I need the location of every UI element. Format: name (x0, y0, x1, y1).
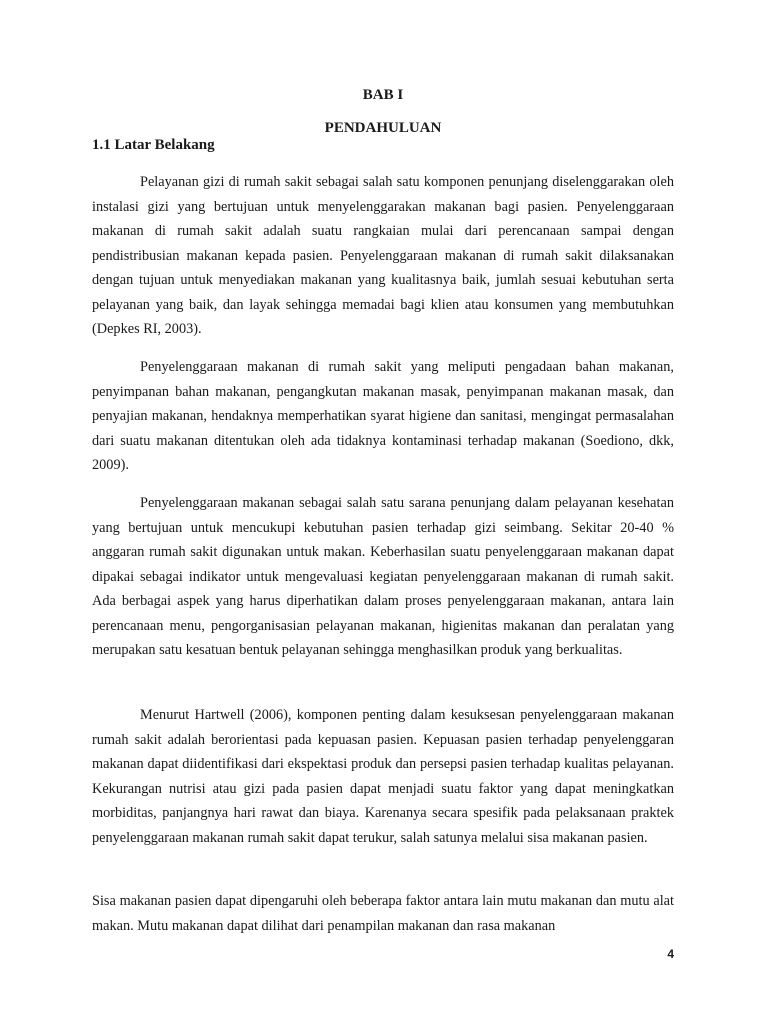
page-number: 4 (667, 947, 674, 961)
paragraph: Penyelenggaraan makanan di rumah sakit yang meliputi pengadaan bahan makanan, penyimpanan bahan makanan, pengangkutan makanan masak, penyimpanan makanan masak, dan penyajian makanan, hendaknya memperhatikan syarat higiene dan sanitasi, mengingat permasalahan dari suatu makanan ditentukan oleh ada tidaknya kontaminasi terhadap makanan (Soediono, dkk, 2009). (92, 359, 674, 473)
paragraph: Pelayanan gizi di rumah sakit sebagai salah satu komponen penunjang diselenggarakan oleh instalasi gizi yang bertujuan untuk menyelenggarakan makanan bagi pasien. Penyelenggaraan makanan di rumah sakit adalah suatu rangkaian mulai dari perencanaan sampai dengan pendistribusian makanan kepada pasien. Penyelenggaraan makanan di rumah sakit dilaksanakan dengan tujuan untuk menyediakan makanan yang kualitasnya baik, jumlah sesuai kebutuhan serta pelayanan yang baik, dan layak sehingga memadai bagi klien atau konsumen yang membutuhkan (Depkes RI, 2003). (92, 174, 674, 337)
section-heading: 1.1 Latar Belakang (92, 137, 215, 153)
paragraph: Menurut Hartwell (2006), komponen penting dalam kesuksesan penyelenggaraan makanan rumah sakit adalah berorientasi pada kepuasan pasien. Kepuasan pasien terhadap penyelenggaran makanan dapat diidentifikasi dari ekspektasi produk dan persepsi pasien terhadap kualitas pelayanan. Kekurangan nutrisi atau gizi pada pasien dapat menjadi suatu faktor yang dapat meningkatkan morbiditas, panjangnya hari rawat dan biaya. Karenanya secara spesifik pada pelaksanaan praktek penyelenggaraan makanan rumah sakit dapat terukur, salah satunya melalui sisa makanan pasien. (92, 707, 674, 846)
paragraph: Penyelenggaraan makanan sebagai salah satu sarana penunjang dalam pelayanan kesehatan yang bertujuan untuk mencukupi kebutuhan pasien terhadap gizi seimbang. Sekitar 20-40 % anggaran rumah sakit digunakan untuk makan. Keberhasilan suatu penyelenggaraan makanan dapat dipakai sebagai indikator untuk mengevaluasi kegiatan penyelenggaraan makanan di rumah sakit. Ada berbagai aspek yang harus diperhatikan dalam proses penyelenggaraan makanan, antara lain perencanaan menu, pengorganisasian pelayanan makanan, higienitas makanan dan peralatan yang merupakan satu kesatuan bentuk pelayanan sehingga menghasilkan produk yang berkualitas. (92, 495, 674, 658)
paragraph: Sisa makanan pasien dapat dipengaruhi oleh beberapa faktor antara lain mutu makanan dan mutu alat makan. Mutu makanan dapat dilihat dari penampilan makanan dan rasa makanan (92, 893, 674, 934)
chapter-number: BAB I (362, 87, 404, 103)
chapter-title: PENDAHULUAN (324, 120, 442, 136)
